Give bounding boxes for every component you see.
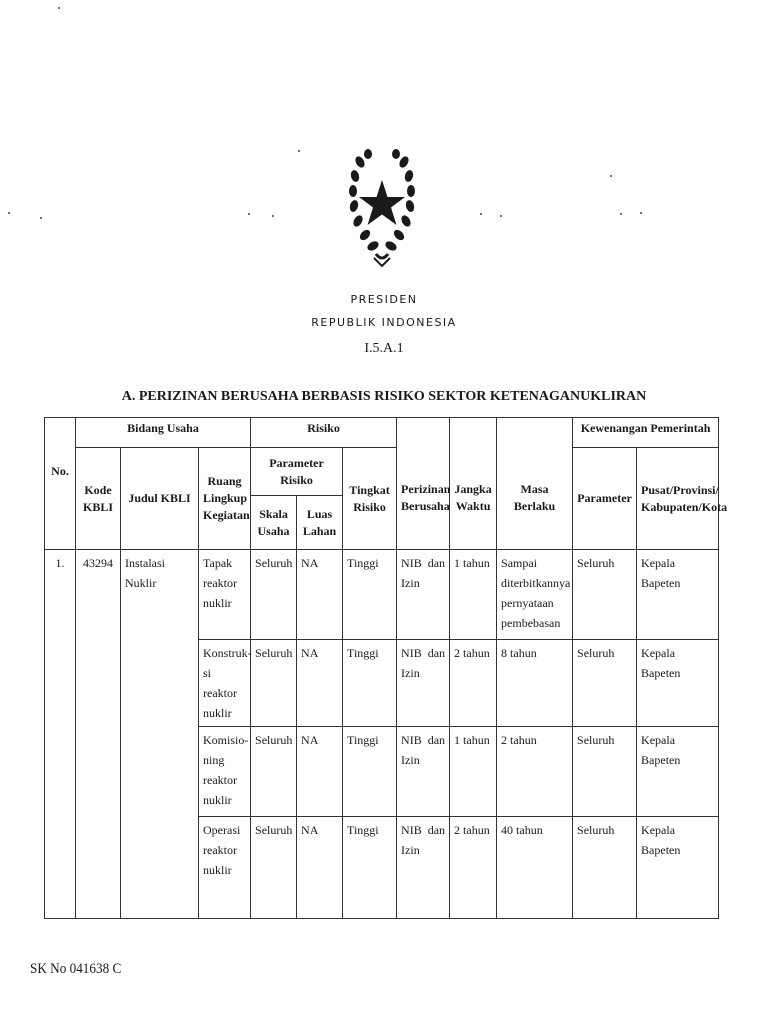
- perizinan-cell: [397, 550, 450, 640]
- jangka-waktu-cell: 2 tahun: [450, 817, 497, 919]
- masa-header-top: [497, 418, 573, 448]
- header-republik: REPUBLIK INDONESIA: [311, 316, 457, 329]
- perizinan-cell: [397, 817, 450, 919]
- kewenangan-cell: Kepala Bapeten: [637, 550, 719, 640]
- bidang-usaha-header: Bidang Usaha: [76, 418, 251, 448]
- row-number: 1.: [45, 550, 76, 919]
- kewenangan-cell: Kepala Bapeten: [637, 640, 719, 727]
- masa-berlaku-cell: 2 tahun: [497, 727, 573, 817]
- tingkat-risiko-cell: Tinggi: [343, 640, 397, 727]
- parameter-risiko-header: Parameter Risiko: [251, 448, 343, 496]
- tingkat-risiko-cell: Tinggi: [343, 817, 397, 919]
- state-emblem-icon: [346, 132, 418, 274]
- tingkat-risiko-cell: Tinggi: [343, 727, 397, 817]
- jangka-waktu-cell: 1 tahun: [450, 550, 497, 640]
- perizinan-nib: NIB: [401, 646, 422, 660]
- skala-usaha-cell: Seluruh: [251, 817, 297, 919]
- parameter-cell: Seluruh: [573, 817, 637, 919]
- jangka-waktu-cell: 1 tahun: [450, 727, 497, 817]
- ruang-lingkup-cell: Konstruk-si reaktor nuklir: [199, 640, 251, 727]
- kewenangan-header: Kewenangan Pemerintah: [573, 418, 719, 448]
- ruang-lingkup-cell: Operasi reaktor nuklir: [199, 817, 251, 919]
- perizinan-nib: NIB: [401, 823, 422, 837]
- kewenangan-cell: Kepala Bapeten: [637, 727, 719, 817]
- perizinan-izin: Izin: [401, 666, 420, 680]
- kode-kbli-cell: 43294: [76, 550, 121, 919]
- parameter-cell: Seluruh: [573, 550, 637, 640]
- no-header-top: [45, 418, 76, 448]
- jangka-waktu-cell: 2 tahun: [450, 640, 497, 727]
- perizinan-dan: dan: [427, 823, 446, 837]
- masa-berlaku-cell: 40 tahun: [497, 817, 573, 919]
- perizinan-cell: [397, 727, 450, 817]
- header-presiden: PRESIDEN: [350, 293, 418, 306]
- parameter-cell: Seluruh: [573, 727, 637, 817]
- footer-sk-number: SK No 041638 C: [30, 961, 122, 977]
- kode-kbli-header: Kode KBLI: [76, 448, 121, 550]
- perizinan-nib: NIB: [401, 556, 422, 570]
- page-title: A. PERIZINAN BERUSAHA BERBASIS RISIKO SEKTOR KETENAGANUKLIRAN: [121, 389, 647, 404]
- perizinan-cell: [397, 640, 450, 727]
- ruang-lingkup-cell: Tapak reaktor nuklir: [199, 550, 251, 640]
- ruang-lingkup-header: Ruang Lingkup Kegiatan: [199, 448, 251, 550]
- luas-lahan-cell: NA: [297, 640, 343, 727]
- document-code: I.5.A.1: [364, 341, 404, 356]
- masa-berlaku-cell: 8 tahun: [497, 640, 573, 727]
- luas-lahan-cell: NA: [297, 817, 343, 919]
- tingkat-risiko-header: Tingkat Risiko: [343, 448, 397, 550]
- perizinan-dan: dan: [427, 646, 446, 660]
- judul-kbli-header: Judul KBLI: [121, 448, 199, 550]
- parameter-cell: Seluruh: [573, 640, 637, 727]
- risiko-header: Risiko: [251, 418, 397, 448]
- perizinan-berusaha-header: Perizinan Berusaha: [397, 448, 450, 550]
- skala-usaha-cell: Seluruh: [251, 727, 297, 817]
- kewenangan-cell: Kepala Bapeten: [637, 817, 719, 919]
- skala-usaha-cell: Seluruh: [251, 550, 297, 640]
- licensing-table: [44, 417, 728, 919]
- perizinan-header-top: [397, 418, 450, 448]
- tingkat-risiko-cell: Tinggi: [343, 550, 397, 640]
- masa-berlaku-header: Masa Berlaku: [497, 448, 573, 550]
- luas-lahan-cell: NA: [297, 727, 343, 817]
- judul-kbli-cell: Instalasi Nuklir: [121, 550, 199, 919]
- jangka-waktu-header: Jangka Waktu: [450, 448, 497, 550]
- no-header-bottom: [45, 496, 76, 550]
- no-header: No.: [45, 448, 76, 496]
- table-row: [45, 550, 719, 640]
- parameter-header: Parameter: [573, 448, 637, 550]
- perizinan-dan: dan: [427, 556, 446, 570]
- jangka-header-top: [450, 418, 497, 448]
- luas-lahan-header: Luas Lahan: [297, 496, 343, 550]
- pusat-provinsi-header: Pusat/Provinsi/ Kabupaten/Kota: [637, 448, 719, 550]
- luas-lahan-cell: NA: [297, 550, 343, 640]
- perizinan-nib: NIB: [401, 733, 422, 747]
- ruang-lingkup-cell: Komisio-ning reaktor nuklir: [199, 727, 251, 817]
- perizinan-izin: Izin: [401, 576, 420, 590]
- skala-usaha-cell: Seluruh: [251, 640, 297, 727]
- skala-usaha-header: Skala Usaha: [251, 496, 297, 550]
- perizinan-izin: Izin: [401, 843, 420, 857]
- perizinan-izin: Izin: [401, 753, 420, 767]
- perizinan-dan: dan: [427, 733, 446, 747]
- masa-berlaku-cell: Sampai diterbitkannya pernyataan pembebasan: [497, 550, 573, 640]
